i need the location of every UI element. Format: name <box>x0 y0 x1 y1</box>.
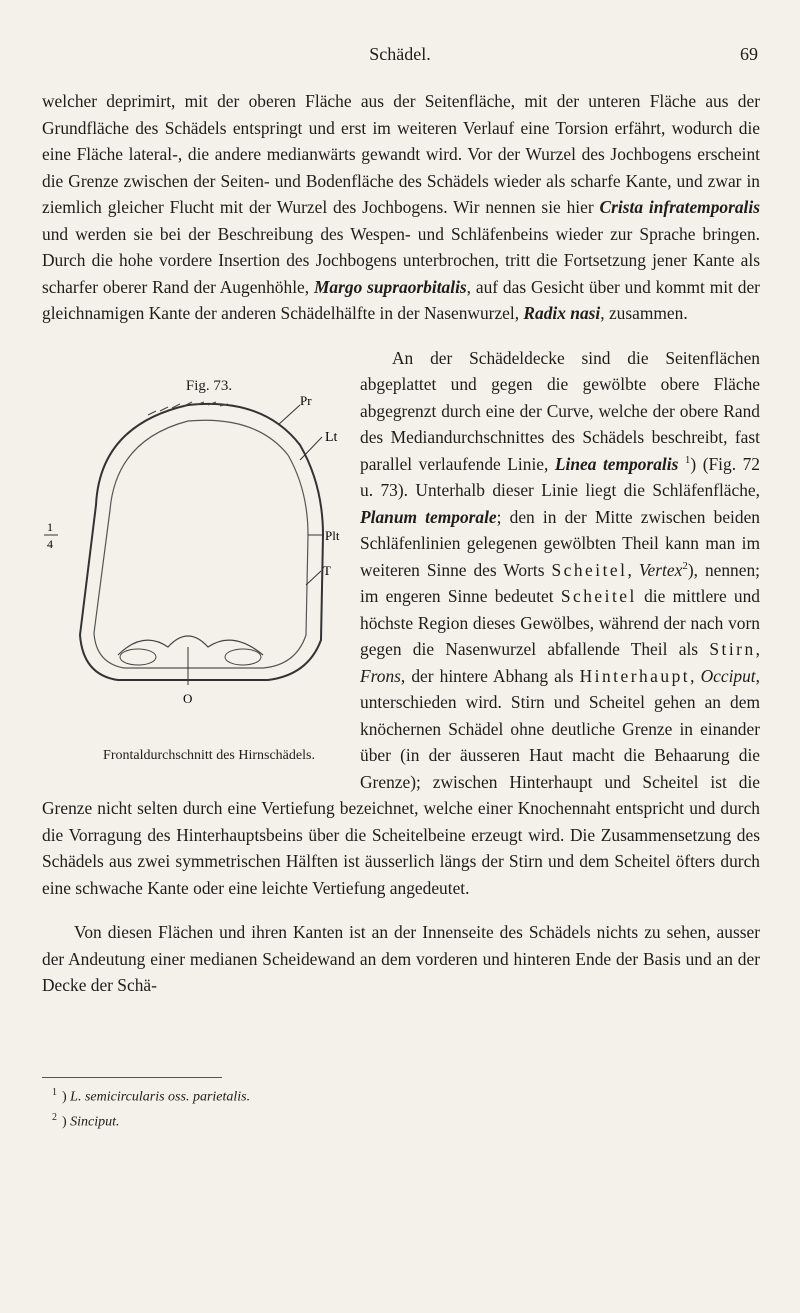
label-fraction-numerator: 1 <box>47 519 53 534</box>
label-lt: Lt <box>325 429 338 445</box>
label-plt: Plt <box>325 527 340 543</box>
spaced-word-scheitel-2: Scheitel <box>560 586 637 606</box>
paragraph-3: Von diesen Flächen und ihren Kanten ist an der Innenseite des Schädels nichts zu sehen, ausser der Andeutung einer medianen Scheidewand an dem vorderen und hinteren Ende der Basis und an der Decke der Schä- <box>42 922 760 995</box>
term-margo-supraorbitalis: Margo supraorbitalis <box>313 276 467 297</box>
term-frons: Frons <box>360 665 401 686</box>
page-body <box>42 88 760 999</box>
term-occiput: Occiput <box>700 665 756 686</box>
footnote-rule <box>42 1077 222 1078</box>
term-radix-nasi: Radix nasi <box>523 303 601 323</box>
paragraph-2: Fig. 73. Pr Lt Plt T O 1 4 Frontaldurchschnitt des Hirnschädels. An der Schädeldecke sind die Seitenflächen abgeplattet und gegen die gewölbte obere Fläche abgegrenzt durch eine der Curve, welche der obere Rand des Mediandurchschnittes des Schädels beschreibt, fast parallel verlaufende Linie, Linea temporalis $^1$) (Fig. 72 u. 73). Unterhalb dieser Linie liegt die Schläfenfläche, Planum temporale; den in der Mitte zwischen beiden Schläfenlinien gelegenen gewölbten Theil kann man im weiteren Sinne des Worts Scheitel, Vertex$^2$), nennen; im engeren Sinne bedeutet Scheitel die mittlere und höchste Region dieses Gewölbes, während der nach vorn gegen die Nasenwurzel abfallende Theil als Stirn, Frons, der hintere Abhang als Hinterhaupt, Occiput, unterschieden wird. Stirn und Scheitel gehen an dem knöchernen Schädel ohne deutliche Grenze in einander über (in der äusseren Haut macht die Behaarung die Grenze); zwischen Hinterhaupt und Scheitel ist die Grenze nicht selten durch eine Vertiefung bezeichnet, welche einer Knochennaht entspricht und durch die Vorragung des Hinterhauptsbeins über die Scheitelbeine erzeugt wird. Die Zusammensetzung des Schädels aus zwei symmetrischen Hälften ist äusserlich längs der Stirn und dem Scheitel öfters durch eine schwache Kante oder eine leichte Vertiefung angedeutet. <box>42 345 760 902</box>
leader-lt <box>300 437 322 460</box>
term-planum-temporale: Planum temporale <box>360 506 497 527</box>
page-number: 69 <box>740 44 758 64</box>
figure-73 <box>38 345 348 785</box>
running-header <box>42 44 758 72</box>
leader-t <box>306 571 321 585</box>
spaced-word-scheitel: Scheitel <box>551 559 628 580</box>
skull-base <box>118 636 263 655</box>
label-o: O <box>183 690 193 706</box>
label-fraction-denominator: 4 <box>47 536 53 551</box>
outer-skull-outline <box>80 403 323 679</box>
spaced-word-hinterhaupt: Hinterhaupt <box>579 665 691 686</box>
inner-skull-outline <box>94 420 308 668</box>
footnotes <box>52 1083 250 1132</box>
footnote-2: $^2$ ) Sinciput. <box>52 1111 120 1130</box>
figure-caption: Frontaldurchschnitt des Hirnschädels. <box>103 747 315 763</box>
footnote-ref-1: 1 <box>684 453 691 466</box>
running-title: Schädel. <box>369 44 431 64</box>
label-t: T <box>323 562 331 578</box>
term-crista-infratemporalis: Crista infratemporalis <box>599 197 760 217</box>
footnote-1: $^1$ ) L. semicircularis oss. parietalis. <box>52 1087 251 1105</box>
term-linea-temporalis: Linea temporalis <box>554 453 679 474</box>
term-vertex: Vertex <box>638 559 683 580</box>
label-pr: Pr <box>300 392 312 408</box>
figure-label: Fig. 73. <box>185 377 233 394</box>
skull-section-drawing <box>38 385 348 715</box>
temporal-region-right <box>225 649 261 665</box>
spaced-word-stirn: Stirn <box>709 639 756 659</box>
temporal-region-left <box>120 649 156 665</box>
paragraph-1: welcher deprimirt, mit der oberen Fläche aus der Seitenfläche, mit der unteren Fläche aus der Grundfläche des Schädels entspringt und erst im weiteren Verlauf eine Torsion erfährt, wodurch die eine Fläche lateral-, die andere medianwärts gewandt wird. Vor der Wurzel des Jochbogens erscheint die Grenze zwischen der Seiten- und Bodenfläche des Schädels wieder als scharfe Kante, und zwar in ziemlich gleicher Flucht mit der Wurzel des Jochbogens. Wir nennen sie hier Crista infratemporalis und werden sie bei der Beschreibung des Wespen- und Schläfenbeins wieder zur Sprache bringen. Durch die hohe vordere Insertion des Jochbogens unterbrochen, tritt die Fortsetzung jener Kante als scharfer oberer Rand der Augenhöhle, Margo supraorbitalis, auf das Gesicht über und kommt mit der gleichnamigen Kante der anderen Schädelhälfte in der Nasenwurzel, Radix nasi, zusammen. <box>42 91 760 323</box>
leader-pr <box>278 405 300 425</box>
footnote-ref-2: 2 <box>682 559 688 572</box>
